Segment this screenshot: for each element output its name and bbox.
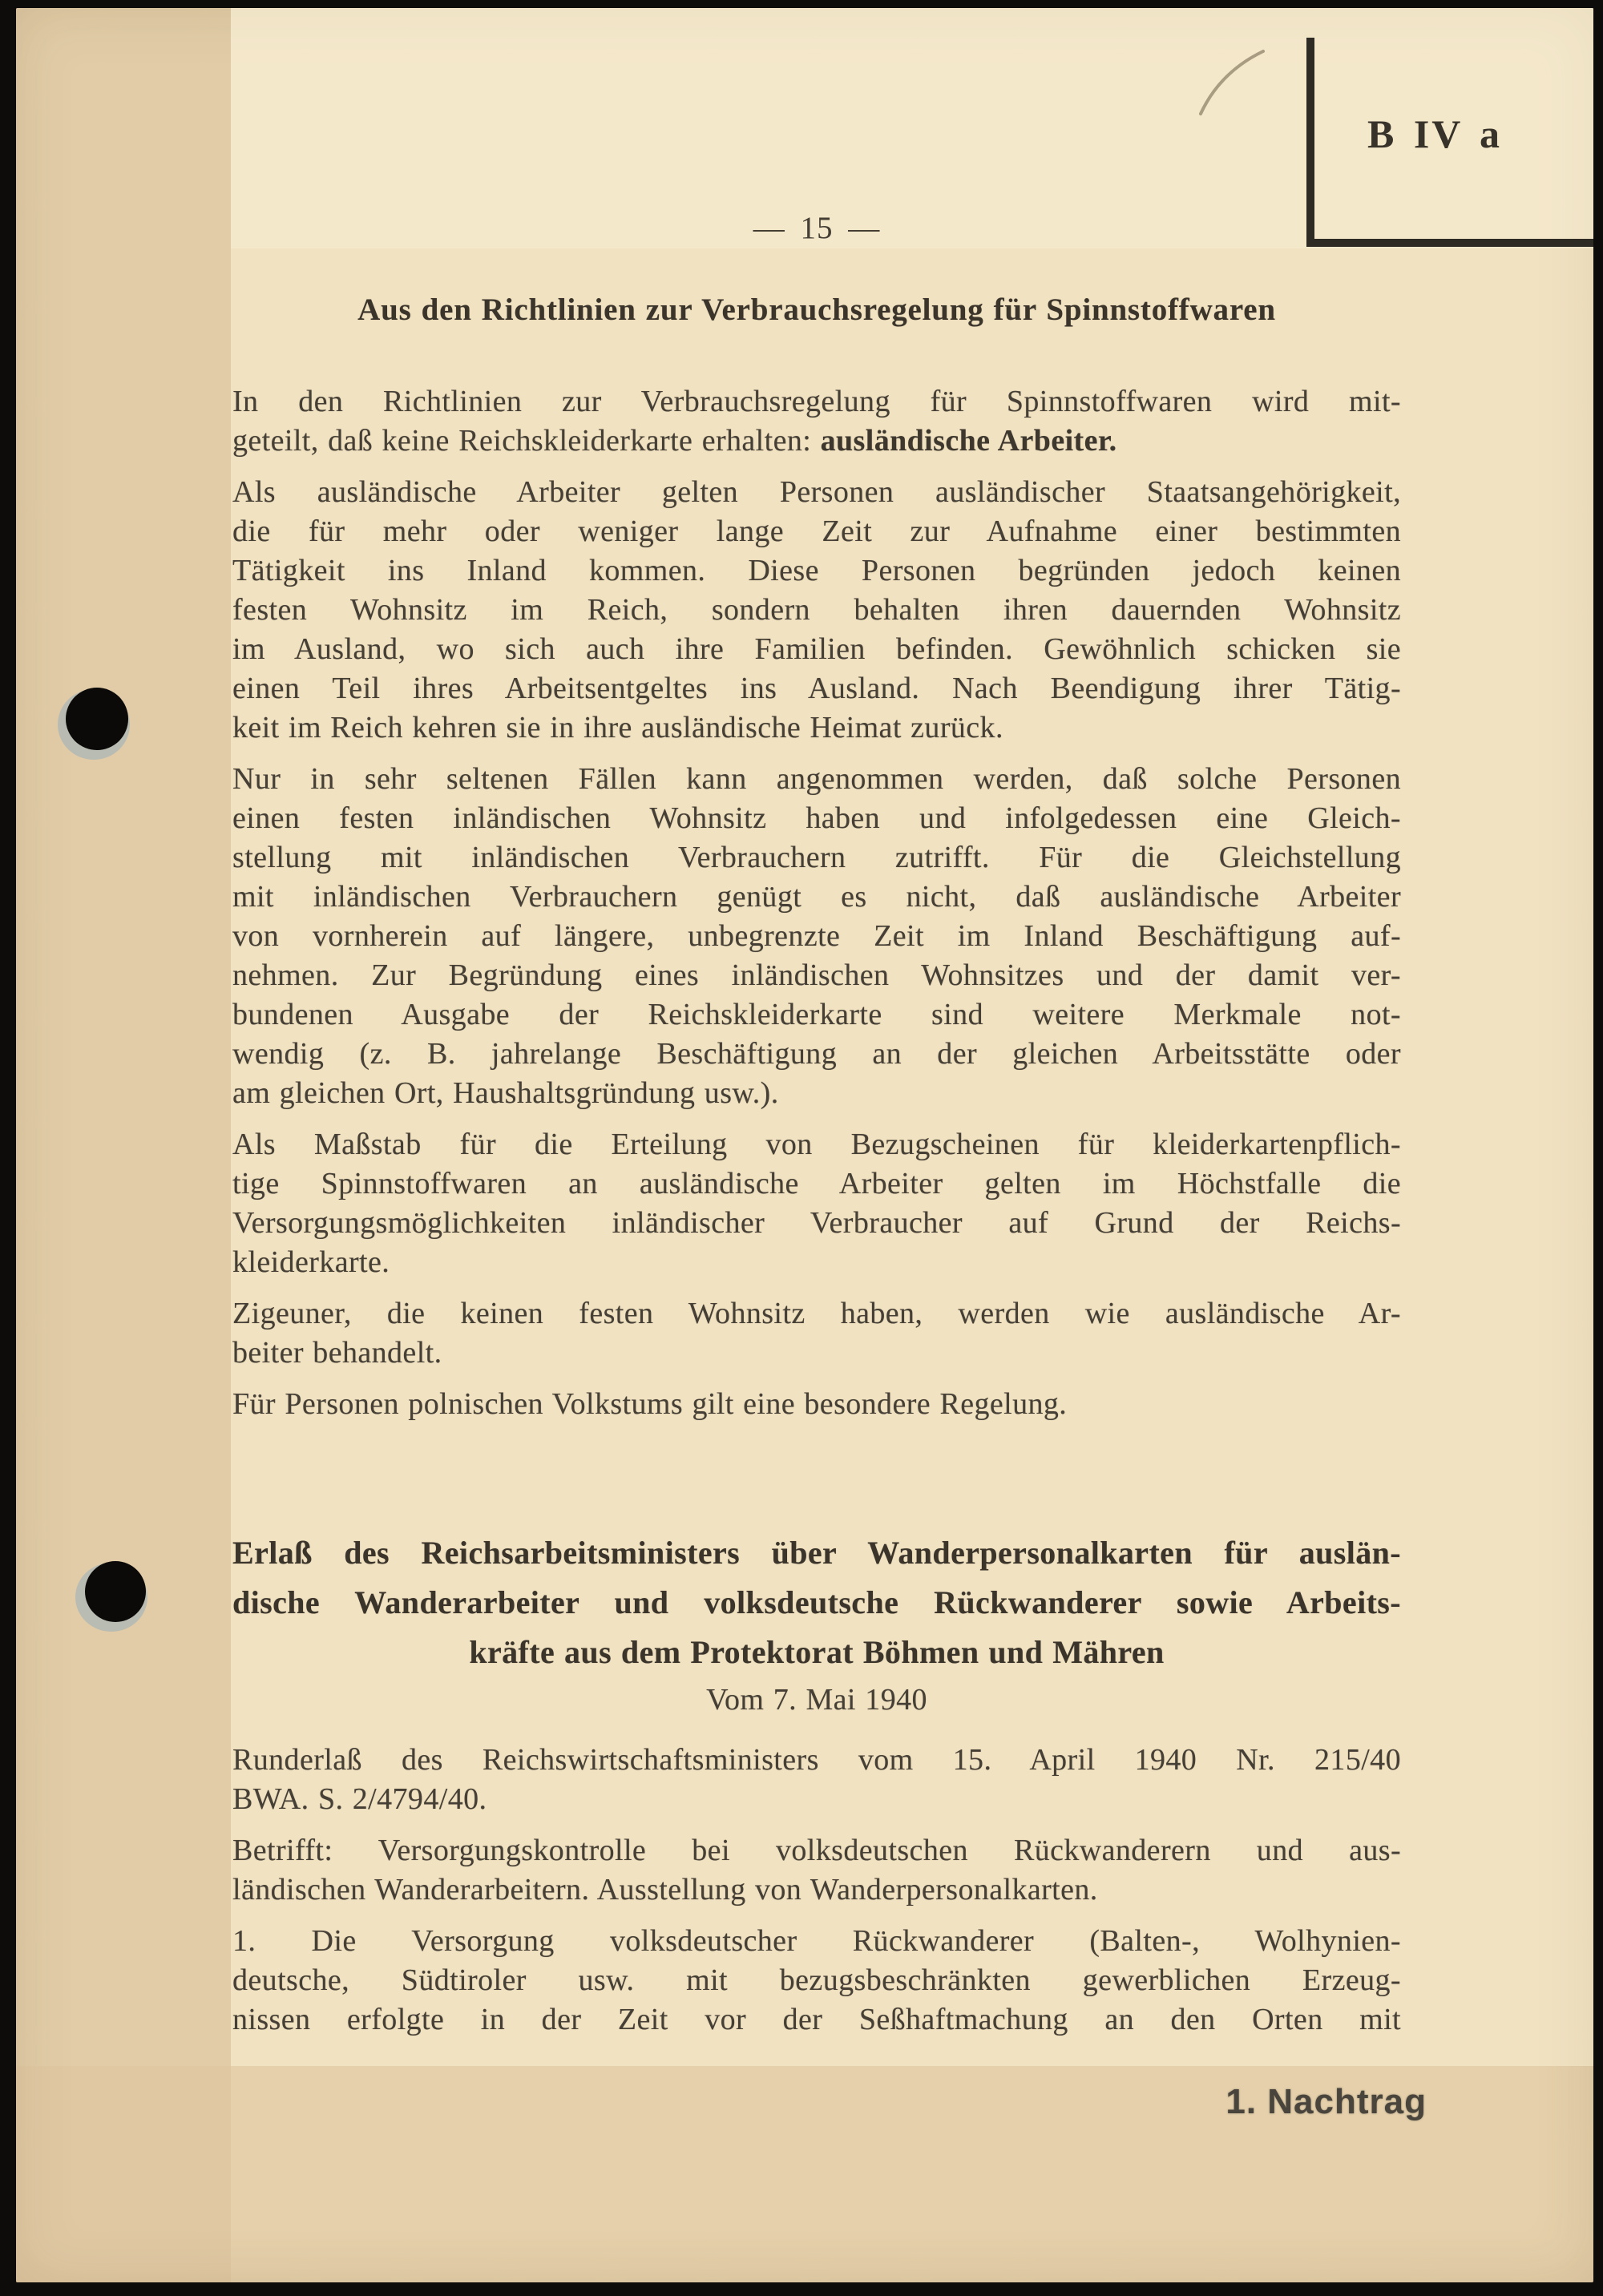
paragraph-9 (232, 1922, 1401, 2040)
section2-date (232, 1681, 1401, 1720)
text-line: Betrifft: Versorgungskontrolle bei volksdeutschen Rückwanderern und aus- (232, 1834, 1401, 1867)
section2-heading (232, 1528, 1401, 1677)
text-line: festen Wohnsitz im Reich, sondern behalten ihren dauernden Wohnsitz (232, 593, 1401, 627)
footer-supplement-label: 1. Nachtrag (1225, 2082, 1427, 2121)
text-line: In den Richtlinien zur Verbrauchsregelung für Spinnstoffwaren wird mit- (232, 385, 1401, 418)
text-line: kleiderkarte. (232, 1245, 390, 1279)
text-line: beiter behandelt. (232, 1336, 442, 1370)
text-column (232, 290, 1401, 2052)
text-line: tige Spinnstoffwaren an ausländische Arbeiter gelten im Höchstfalle die (232, 1167, 1401, 1200)
text-line: mit inländischen Verbrauchern genügt es nicht, daß ausländische Arbeiter (232, 880, 1401, 914)
text-line: ländischen Wanderarbeitern. Ausstellung von Wanderpersonalkarten. (232, 1873, 1098, 1907)
document-page (16, 8, 1593, 2282)
text-line: am gleichen Ort, Haushaltsgründung usw.). (232, 1076, 779, 1110)
text-line: Erlaß des Reichsarbeitsministers über Wanderpersonalkarten für auslän- (232, 1535, 1401, 1571)
pen-scratch-mark (1186, 40, 1282, 128)
text-line: keit im Reich kehren sie in ihre ausländische Heimat zurück. (232, 711, 1003, 744)
paragraph-6 (232, 1385, 1401, 1424)
text-line: einen festen inländischen Wohnsitz haben und infolgedessen eine Gleich- (232, 801, 1401, 835)
scan-tone-left (16, 8, 231, 2282)
text-line: die für mehr oder weniger lange Zeit zur Aufnahme einer bestimmten (232, 514, 1401, 548)
punch-hole-opening (85, 1561, 146, 1622)
text-line: Versorgungsmöglichkeiten inländischer Verbraucher auf Grund der Reichs- (232, 1206, 1401, 1240)
paragraph-3 (232, 760, 1401, 1113)
text-line: Vom 7. Mai 1940 (706, 1683, 927, 1717)
text-line: dische Wanderarbeiter und volksdeutsche Rückwanderer sowie Arbeits- (232, 1584, 1401, 1620)
paragraph-2 (232, 473, 1401, 748)
text-line: Aus den Richtlinien zur Verbrauchsregelung für Spinnstoffwaren (357, 293, 1276, 327)
section1-heading (232, 290, 1401, 329)
paragraph-8 (232, 1831, 1401, 1910)
text-line: 1. Die Versorgung volksdeutscher Rückwanderer (Balten-, Wolhynien- (232, 1924, 1401, 1958)
text-line: einen Teil ihres Arbeitsentgeltes ins Ausland. Nach Beendigung ihrer Tätig- (232, 672, 1401, 705)
text-line: nissen erfolgte in der Zeit vor der Seßhaftmachung an den Orten mit (232, 2003, 1401, 2036)
text-line: im Ausland, wo sich auch ihre Familien befinden. Gewöhnlich schicken sie (232, 632, 1401, 666)
text-line: bundenen Ausgabe der Reichskleiderkarte sind weitere Merkmale not- (232, 998, 1401, 1031)
text-line: wendig (z. B. jahrelange Beschäftigung an der gleichen Arbeitsstätte oder (232, 1037, 1401, 1071)
section-corner-label: B IV a (1367, 111, 1502, 156)
text-line: Runderlaß des Reichswirtschaftsministers vom 15. April 1940 Nr. 215/40 (232, 1743, 1401, 1777)
paragraph-5 (232, 1294, 1401, 1373)
text-line: Für Personen polnischen Volkstums gilt eine besondere Regelung. (232, 1387, 1068, 1421)
text-line: Nur in sehr seltenen Fällen kann angenommen werden, daß solche Personen (232, 762, 1401, 796)
text-line: Tätigkeit ins Inland kommen. Diese Personen begründen jedoch keinen (232, 554, 1401, 587)
text-line: kräfte aus dem Protektorat Böhmen und Mähren (469, 1634, 1165, 1670)
paragraph-4 (232, 1125, 1401, 1282)
text-line: BWA. S. 2/4794/40. (232, 1782, 487, 1816)
text-line: stellung mit inländischen Verbrauchern zutrifft. Für die Gleichstellung (232, 841, 1401, 874)
text-line: deutsche, Südtiroler usw. mit bezugsbeschränkten gewerblichen Erzeug- (232, 1963, 1401, 1997)
paragraph-1 (232, 382, 1401, 461)
punch-hole-opening (66, 688, 128, 750)
page-number: — 15 — (753, 211, 881, 245)
text-line: nehmen. Zur Begründung eines inländischen Wohnsitzes und der damit ver- (232, 958, 1401, 992)
text-line: Zigeuner, die keinen festen Wohnsitz haben, werden wie ausländische Ar- (232, 1297, 1401, 1330)
paragraph-7 (232, 1741, 1401, 1819)
text-line: geteilt, daß keine Reichskleiderkarte erhalten: ausländische Arbeiter. (232, 424, 1117, 458)
text-line: Als Maßstab für die Erteilung von Bezugscheinen für kleiderkartenpflich- (232, 1128, 1401, 1161)
text-line: von vornherein auf längere, unbegrenzte Zeit im Inland Beschäftigung auf- (232, 919, 1401, 953)
text-line: Als ausländische Arbeiter gelten Personen ausländischer Staatsangehörigkeit, (232, 475, 1401, 509)
